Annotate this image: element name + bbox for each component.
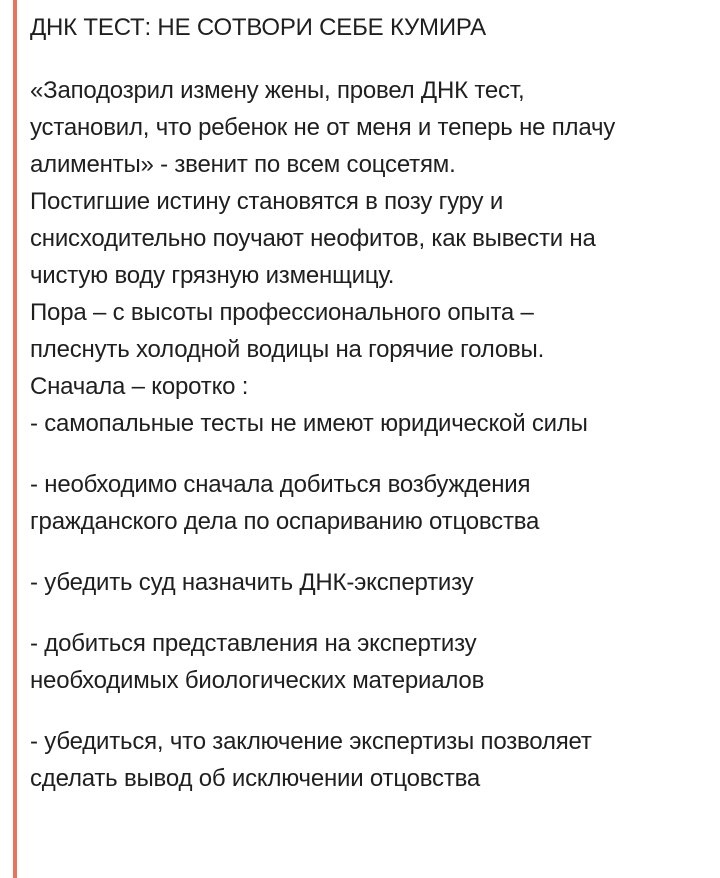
intro-line: чистую воду грязную изменщицу.: [30, 262, 395, 289]
intro-line: - самопальные тесты не имеют юридической силы: [30, 410, 588, 437]
list-item-line: гражданского дела по оспариванию отцовства: [30, 508, 540, 535]
intro-line: установил, что ребенок не от меня и теперь не плачу: [30, 114, 616, 141]
list-item-line: - убедить суд назначить ДНК-экспертизу: [30, 569, 474, 596]
list-item: [30, 723, 710, 797]
intro-line: алименты» - звенит по всем соцсетям.: [30, 151, 456, 178]
intro-line: Сначала – коротко :: [30, 373, 249, 400]
list-item: [30, 466, 710, 540]
article-title: ДНК ТЕСТ: НЕ СОТВОРИ СЕБЕ КУМИРА: [30, 14, 486, 41]
quote-accent-bar: [13, 0, 17, 878]
intro-paragraph: [30, 72, 710, 442]
intro-line: «Заподозрил измену жены, провел ДНК тест,: [30, 77, 525, 104]
list-item-line: - необходимо сначала добиться возбуждения: [30, 471, 531, 498]
article-post: [30, 9, 710, 797]
list-item: [30, 564, 710, 601]
intro-line: Постигшие истину становятся в позу гуру и: [30, 188, 504, 215]
list-item: [30, 625, 710, 699]
intro-line: снисходительно поучают неофитов, как вывести на: [30, 225, 596, 252]
list-item-line: необходимых биологических материалов: [30, 667, 485, 694]
list-item-line: - убедиться, что заключение экспертизы позволяет: [30, 728, 592, 755]
list-item-line: - добиться представления на экспертизу: [30, 630, 477, 657]
list-item-line: сделать вывод об исключении отцовства: [30, 765, 481, 792]
intro-line: Пора – с высоты профессионального опыта –: [30, 299, 534, 326]
intro-line: плеснуть холодной водицы на горячие головы.: [30, 336, 545, 363]
